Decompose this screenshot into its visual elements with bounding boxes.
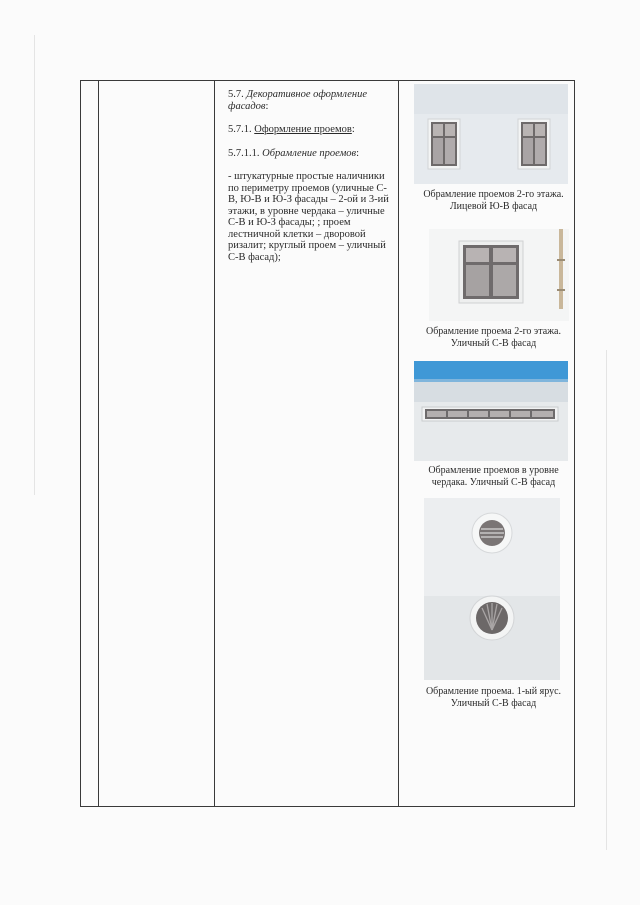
photo-caption-1: Обрамление проемов 2-го этажа. Лицевой Ю-В фасад [423, 189, 564, 212]
photo-caption-3: Обрамление проемов в уровне чердака. Уличный С-В фасад [428, 465, 559, 488]
photo-windows-2nd-floor-se [414, 84, 568, 184]
photo-window-2nd-floor-ne [429, 229, 569, 321]
table-column-divider-3 [398, 81, 399, 806]
scan-artifact-right [606, 350, 607, 850]
subsubsection-heading: 5.7.1.1. Обрамление проемов: [228, 147, 360, 159]
section-heading: 5.7. Декоративное оформление фасадов: [228, 89, 367, 112]
section-body-text: - штукатурные простые наличники по периметру проемов (уличные С-В, Ю-В и Ю-З фасады – 2-ой и 3-ий этажи, в уровне чердака – уличные С-В и Ю-З фасады; ; проем лестничной клетки – дворовой ризалит; круглый проем – уличный С-В фасад); [228, 171, 389, 263]
photo-attic-windows-ne [414, 361, 568, 461]
photo-caption-4: Обрамление проема. 1-ый ярус. Уличный С-В фасад [425, 686, 562, 709]
photo-caption-2: Обрамление проема 2-го этажа. Уличный С-В фасад [425, 326, 561, 349]
subsection-heading: 5.7.1. Оформление проемов: [228, 124, 355, 135]
description-cell [228, 89, 393, 275]
scan-artifact-left [34, 35, 35, 495]
table-column-divider-1 [98, 81, 99, 806]
table-column-divider-2 [214, 81, 215, 806]
document-table [80, 80, 575, 807]
photos-cell [411, 81, 576, 806]
photo-round-openings-ne [424, 498, 560, 680]
